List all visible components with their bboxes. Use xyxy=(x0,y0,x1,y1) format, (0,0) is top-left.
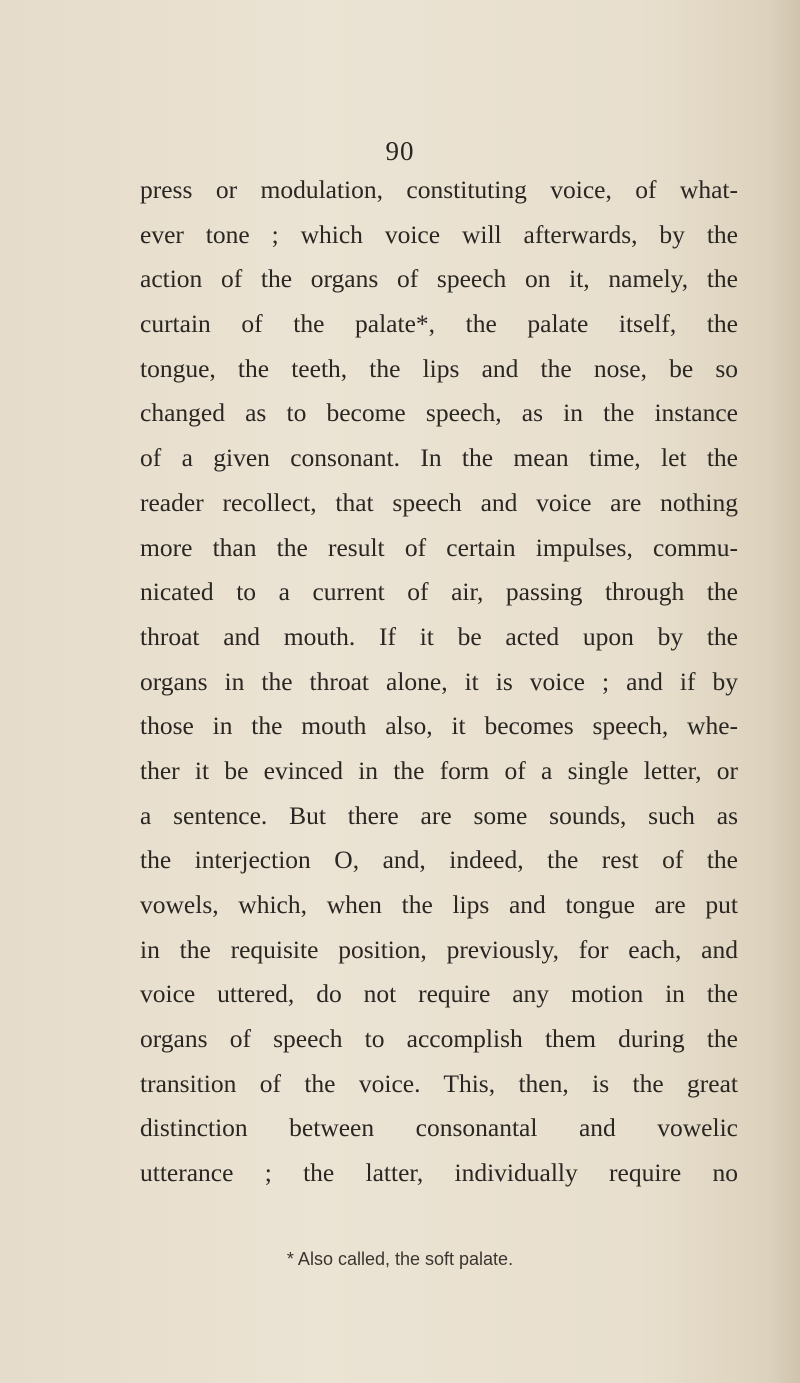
text-line: tongue, the teeth, the lips and the nose, be so xyxy=(140,353,738,383)
text-line: distinction between consonantal and vowelic xyxy=(140,1113,738,1143)
text-line: utterance ; the latter, individually require no xyxy=(140,1158,738,1188)
text-line: changed as to become speech, as in the instance xyxy=(140,398,738,428)
text-line: ther it be evinced in the form of a single letter, or xyxy=(140,755,738,785)
text-line: nicated to a current of air, passing through the xyxy=(140,577,738,607)
footnote: * Also called, the soft palate. xyxy=(286,1249,514,1269)
text-line: transition of the voice. This, then, is the great xyxy=(140,1068,738,1098)
text-line: organs of speech to accomplish them during the xyxy=(140,1024,738,1054)
text-line: in the requisite position, previously, for each, and xyxy=(140,934,738,964)
body-text xyxy=(140,168,738,1196)
text-line: press or modulation, constituting voice, of what- xyxy=(140,175,738,204)
text-line: the interjection O, and, indeed, the rest of the xyxy=(140,845,738,875)
text-line: organs in the throat alone, it is voice ; and if by xyxy=(140,666,738,696)
text-line: throat and mouth. If it be acted upon by the xyxy=(140,621,738,651)
page-number: 90 xyxy=(385,136,415,166)
text-line: a sentence. But there are some sounds, such as xyxy=(140,800,738,830)
text-line: more than the result of certain impulses, commu- xyxy=(140,532,738,562)
text-line: vowels, which, when the lips and tongue are put xyxy=(140,890,738,919)
text-line: voice uttered, do not require any motion in the xyxy=(140,979,738,1009)
text-line: of a given consonant. In the mean time, let the xyxy=(140,443,738,473)
text-line: curtain of the palate*, the palate itself, the xyxy=(140,309,738,339)
text-line: those in the mouth also, it becomes speech, whe- xyxy=(140,711,738,741)
text-line: action of the organs of speech on it, namely, the xyxy=(140,264,738,294)
text-line: ever tone ; which voice will afterwards, by the xyxy=(140,219,738,249)
text-line: reader recollect, that speech and voice are nothing xyxy=(140,487,738,517)
